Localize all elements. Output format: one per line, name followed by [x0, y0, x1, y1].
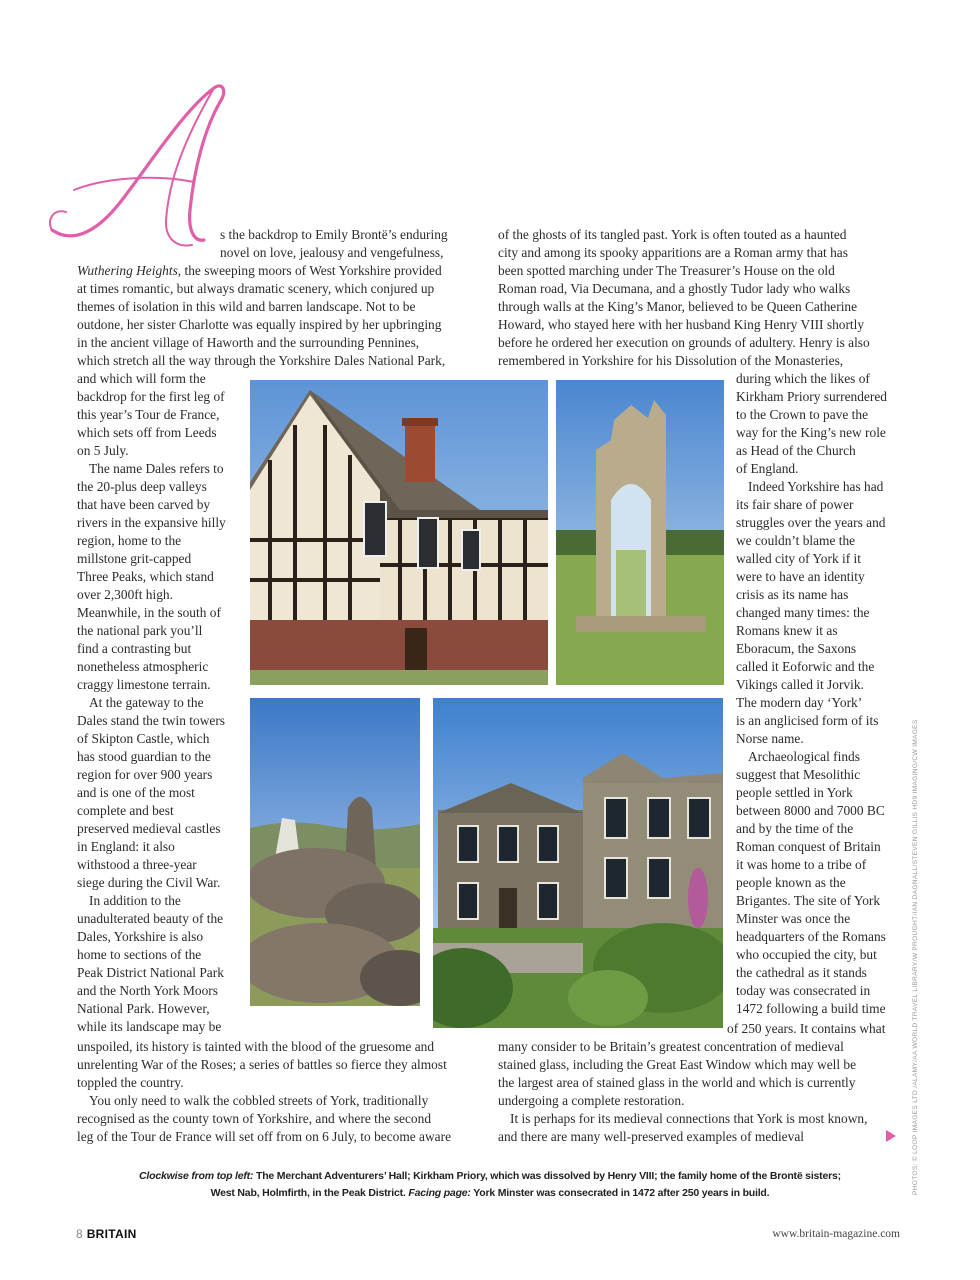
body-line: recognised as the county town of Yorkshire, and where the second [77, 1111, 432, 1126]
body-line: its fair share of power [736, 497, 854, 512]
body-line: leg of the Tour de France will set off from on 6 July, to become aware [77, 1129, 452, 1144]
page-number: 8 [76, 1227, 83, 1241]
bronte-parsonage-photo [433, 698, 723, 1028]
body-line: Vikings called it Jorvik. [736, 677, 864, 692]
body-line: National Park. However, [77, 1001, 210, 1016]
photo-caption: Clockwise from top left: The Merchant Adventurers’ Hall; Kirkham Priory, which was dissolved by Henry VIII; the family home of the Brontë sisters; [139, 1170, 841, 1182]
body-line: called it Eoforwic and the [736, 659, 875, 674]
body-line: while its landscape may be [77, 1019, 222, 1034]
body-line: Kirkham Priory surrendered [736, 389, 887, 404]
body-line: nonetheless atmospheric [77, 659, 209, 674]
body-line: In addition to the [89, 893, 181, 908]
magazine-url[interactable]: www.britain-magazine.com [772, 1228, 900, 1240]
body-line: people known as the [736, 875, 846, 890]
body-line: today was consecrated in [736, 983, 871, 998]
body-line: walled city of York if it [736, 551, 861, 566]
body-line: and there are many well-preserved examples of medieval [498, 1129, 804, 1144]
body-line: remembered in Yorkshire for his Dissolution of the Monasteries, [498, 353, 844, 368]
body-line: suggest that Mesolithic [736, 767, 861, 782]
body-line: changed many times: the [736, 605, 870, 620]
body-line: headquarters of the Romans [736, 929, 886, 944]
body-line: craggy limestone terrain. [77, 677, 211, 692]
body-line: and by the time of the [736, 821, 854, 836]
body-line: It is perhaps for its medieval connections that York is most known, [510, 1111, 868, 1126]
body-line: the 20-plus deep valleys [77, 479, 207, 494]
body-line: region for over 900 years [77, 767, 213, 782]
body-line: toppled the country. [77, 1075, 184, 1090]
magazine-name: BRITAIN [86, 1227, 137, 1241]
body-line: the national park you’ll [77, 623, 203, 638]
body-line: home to sections of the [77, 947, 202, 962]
body-line: and the North York Moors [77, 983, 218, 998]
body-line: that have been carved by [77, 497, 211, 512]
body-line: Romans knew it as [736, 623, 838, 638]
body-line: find a contrasting but [77, 641, 192, 656]
body-line: unspoiled, its history is tainted with the blood of the gruesome and [77, 1039, 435, 1054]
body-line: city and among its spooky apparitions are a Roman army that has [498, 245, 848, 260]
body-line: Brigantes. The site of York [736, 893, 881, 908]
body-line: outdone, her sister Charlotte was equally inspired by her upbringing [77, 317, 442, 332]
body-line: themes of isolation in this wild and barren landscape. Not to be [77, 299, 416, 314]
body-line: Three Peaks, which stand [77, 569, 214, 584]
body-line: The modern day ‘York’ [736, 695, 863, 710]
body-line: Eboracum, the Saxons [736, 641, 857, 656]
body-line: struggles over the years and [736, 515, 886, 530]
body-line: stained glass, including the Great East Window which may well be [498, 1057, 857, 1072]
body-line: which sets off from Leeds [77, 425, 217, 440]
body-line: crisis as its name has [736, 587, 849, 602]
body-line: At the gateway to the [89, 695, 204, 710]
book-title: Wuthering Heights [77, 263, 178, 278]
body-line: many consider to be Britain’s greatest concentration of medieval [498, 1039, 844, 1054]
body-line: way for the King’s new role [736, 425, 886, 440]
body-line: been spotted marching under The Treasurer’s House on the old [498, 263, 835, 278]
west-nab-photo [250, 698, 420, 1006]
body-line: preserved medieval castles [77, 821, 221, 836]
body-line: complete and best [77, 803, 174, 818]
body-line: were to have an identity [736, 569, 865, 584]
continue-arrow-icon [886, 1130, 896, 1142]
body-line: has stood guardian to the [77, 749, 211, 764]
body-line: region, home to the [77, 533, 182, 548]
body-line: we couldn’t blame the [736, 533, 856, 548]
body-line: Meanwhile, in the south of [77, 605, 221, 620]
body-line: the cathedral as it stands [736, 965, 867, 980]
body-line: You only need to walk the cobbled streets of York, traditionally [89, 1093, 429, 1108]
body-line: 1472 following a build time [736, 1001, 886, 1016]
page-folio [76, 1227, 137, 1241]
body-line: millstone grit-capped [77, 551, 192, 566]
body-line: undergoing a complete restoration. [498, 1093, 685, 1108]
body-line: Peak District National Park [77, 965, 224, 980]
body-line: unadulterated beauty of the [77, 911, 224, 926]
body-line: Dales, Yorkshire is also [77, 929, 204, 944]
body-line: withstood a three-year [77, 857, 197, 872]
body-line: who occupied the city, but [736, 947, 877, 962]
body-line: on 5 July. [77, 443, 129, 458]
body-line: as Head of the Church [736, 443, 856, 458]
body-line: siege during the Civil War. [77, 875, 221, 890]
body-line: Roman conquest of Britain [736, 839, 881, 854]
body-line: and which will form the [77, 371, 206, 386]
body-line: Minster was once the [736, 911, 851, 926]
body-line: Archaeological finds [748, 749, 860, 764]
body-line: and is one of the most [77, 785, 195, 800]
body-line: in the ancient village of Haworth and the surrounding Pennines, [77, 335, 420, 350]
body-line: the largest area of stained glass in the world and which is currently [498, 1075, 856, 1090]
body-line: during which the likes of [736, 371, 870, 386]
body-line: Wuthering Heights, the sweeping moors of West Yorkshire provided [77, 263, 442, 278]
drop-cap-letter [44, 70, 244, 260]
body-line: before he ordered her execution on grounds of adultery. Henry is also [498, 335, 870, 350]
photo-caption: West Nab, Holmfirth, in the Peak District. Facing page: York Minster was consecrated in 1472 after 250 years in build. [210, 1187, 770, 1199]
kirkham-priory-photo [556, 380, 724, 685]
body-line: Dales stand the twin towers [77, 713, 226, 728]
body-line: rivers in the expansive hilly [77, 515, 226, 530]
body-line: to the Crown to pave the [736, 407, 869, 422]
body-line: Indeed Yorkshire has had [748, 479, 884, 494]
body-line: backdrop for the first leg of [77, 389, 225, 404]
body-line: which stretch all the way through the Yorkshire Dales National Park, [77, 353, 446, 368]
body-line: over 2,300ft high. [77, 587, 173, 602]
body-line: people settled in York [736, 785, 853, 800]
body-line: it was home to a tribe of [736, 857, 867, 872]
body-line: is an anglicised form of its [736, 713, 879, 728]
body-line: through walls at the King’s Manor, believed to be Queen Catherine [498, 299, 858, 314]
body-line: unrelenting War of the Roses; a series of battles so fierce they almost [77, 1057, 447, 1072]
body-line: The name Dales refers to [89, 461, 224, 476]
body-line: Norse name. [736, 731, 804, 746]
merchant-adventurers-hall-photo [250, 380, 548, 685]
body-line: this year’s Tour de France, [77, 407, 220, 422]
body-line: of Skipton Castle, which [77, 731, 210, 746]
body-line: of England. [736, 461, 799, 476]
body-line: novel on love, jealousy and vengefulness, [220, 245, 444, 260]
body-line: at times romantic, but always dramatic scenery, which conjured up [77, 281, 435, 296]
body-line: s the backdrop to Emily Brontë’s enduring [220, 227, 448, 242]
body-line: between 8000 and 7000 BC [736, 803, 885, 818]
body-line: Roman road, Via Decumana, and a ghostly Tudor lady who walks [498, 281, 851, 296]
body-line: in England: it also [77, 839, 175, 854]
body-line: of the ghosts of its tangled past. York is often touted as a haunted [498, 227, 847, 242]
photo-credit: PHOTOS: © LOOP IMAGES LTD /ALAMY/AA WORLD TRAVEL LIBRARY/W PROUGHT/IAN DAGNALL/STEVEN GILLIS HD9 IMAGING/CW IMAGES [912, 719, 919, 1195]
body-line: of 250 years. It contains what [727, 1021, 886, 1036]
body-line: Howard, who stayed here with her husband King Henry VIII shortly [498, 317, 865, 332]
